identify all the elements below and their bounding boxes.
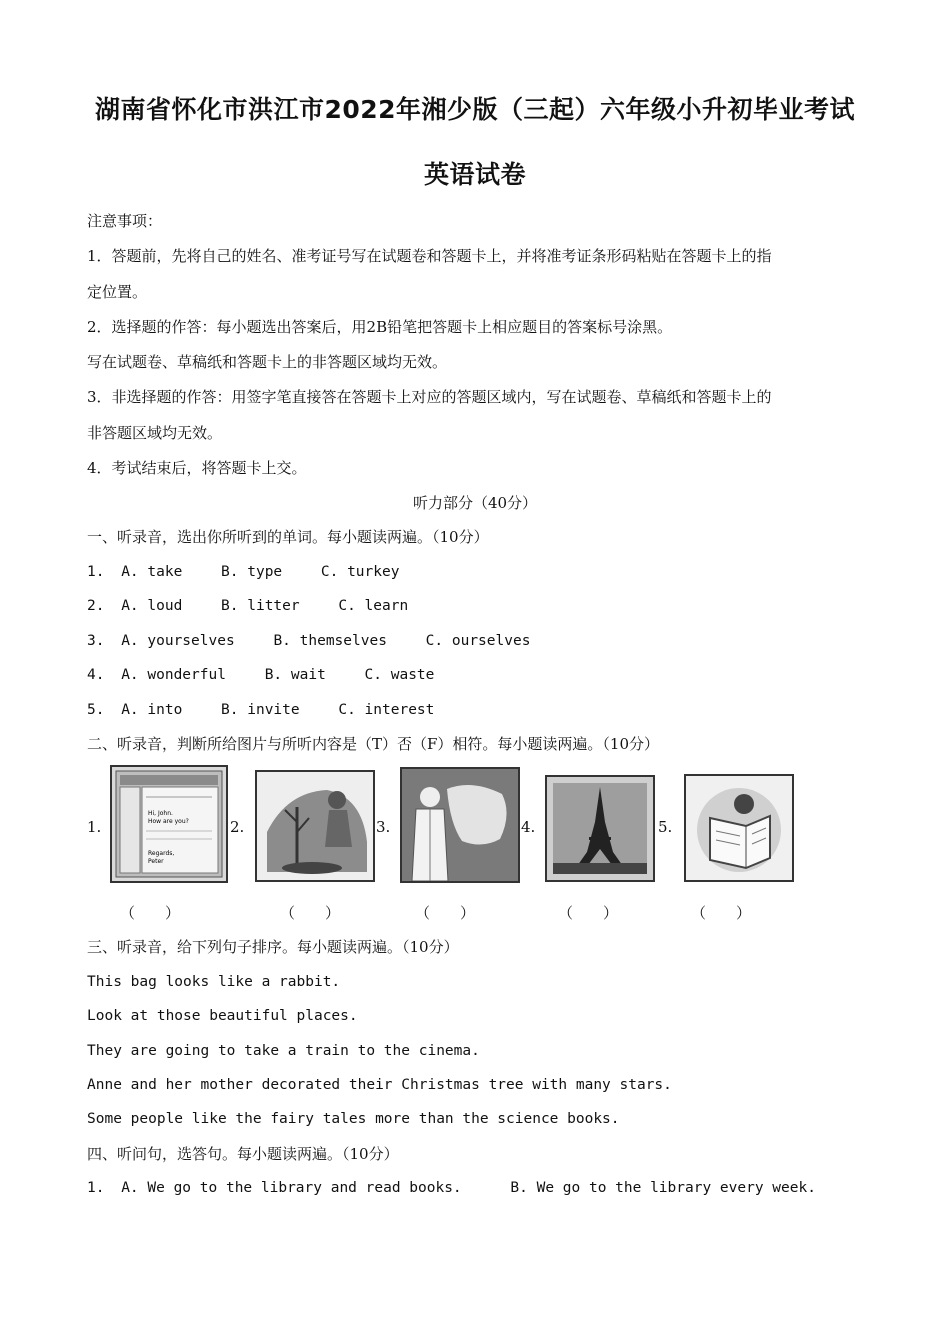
picture-5-reading-newspaper [684, 774, 794, 882]
option-b: B. wait [264, 667, 326, 683]
notes-heading: 注意事项： [87, 212, 163, 230]
option-b: B. themselves [273, 633, 387, 649]
picture-number-3: 3. [376, 818, 391, 836]
picture-number-4: 4. [521, 818, 536, 836]
section4-heading: 四、听问句，选答句。每小题读两遍。（10分） [87, 1145, 399, 1163]
question-number: 2. [87, 598, 105, 614]
newspaper-illustration [686, 776, 792, 880]
word-question-3 [87, 631, 530, 651]
question-number: 4. [87, 667, 105, 683]
option-c: C. waste [364, 667, 435, 683]
word-question-2 [87, 596, 408, 616]
question-number: 1. [87, 564, 105, 580]
section3-heading: 三、听录音，给下列句子排序。每小题读两遍。（10分） [87, 938, 459, 956]
note-2b: 写在试题卷、草稿纸和答题卡上的非答题区域均无效。 [87, 353, 448, 371]
option-c: C. interest [338, 702, 435, 718]
sentence-4: Anne and her mother decorated their Christmas tree with many stars. [87, 1077, 672, 1093]
answer-blank-1[interactable]: （ ） [120, 904, 181, 922]
question-number: 1. [87, 1180, 105, 1196]
option-a: A. wonderful [121, 667, 226, 683]
picture-4-eiffel-tower [545, 775, 655, 882]
option-a: A. yourselves [121, 633, 235, 649]
section1-heading: 一、听录音，选出你所听到的单词。每小题读两遍。（10分） [87, 528, 489, 546]
sentence-5: Some people like the fairy tales more than the science books. [87, 1111, 620, 1127]
note-1b: 定位置。 [87, 283, 148, 301]
answer-question-1 [87, 1178, 816, 1198]
sentence-3: They are going to take a train to the cinema. [87, 1043, 480, 1059]
option-a: A. We go to the library and read books. [121, 1180, 462, 1196]
picture-3-woman-map [400, 767, 520, 883]
option-c: C. learn [338, 598, 409, 614]
email-line-3: Regards, [148, 850, 175, 857]
option-c: C. turkey [320, 564, 400, 580]
question-number: 3. [87, 633, 105, 649]
title-line-2: 英语试卷 [423, 160, 526, 189]
word-question-1 [87, 562, 399, 582]
option-b: B. invite [221, 702, 300, 718]
computer-screen-illustration [112, 767, 226, 881]
note-3b: 非答题区域均无效。 [87, 424, 223, 442]
option-b: B. type [221, 564, 283, 580]
picture-number-1: 1. [87, 818, 102, 836]
note-1a: 1．答题前，先将自己的姓名、准考证号写在试题卷和答题卡上，并将准考证条形码粘贴在答题卡上的指 [87, 247, 772, 265]
email-line-2: How are you? [148, 818, 189, 825]
word-question-5 [87, 700, 434, 720]
answer-blank-2[interactable]: （ ） [280, 904, 341, 922]
answer-blank-4[interactable]: （ ） [558, 904, 619, 922]
option-b: B. litter [221, 598, 300, 614]
answer-blank-5[interactable]: （ ） [691, 904, 752, 922]
picture-1-computer-email [110, 765, 228, 883]
option-a: A. into [121, 702, 183, 718]
planting-illustration [257, 772, 373, 880]
sentence-2: Look at those beautiful places. [87, 1008, 358, 1024]
word-question-4 [87, 665, 434, 685]
title-line-1: 湖南省怀化市洪江市2022年湘少版（三起）六年级小升初毕业考试 [94, 95, 856, 124]
picture-number-2: 2. [230, 818, 245, 836]
option-c: C. ourselves [425, 633, 531, 649]
answer-blank-3[interactable]: （ ） [415, 904, 476, 922]
option-a: A. loud [121, 598, 183, 614]
question-number: 5. [87, 702, 105, 718]
picture-number-5: 5. [658, 818, 673, 836]
email-line-1: Hi, John. [148, 810, 173, 817]
option-b: B. We go to the library every week. [510, 1180, 816, 1196]
note-4: 4．考试结束后，将答题卡上交。 [87, 459, 307, 477]
eiffel-tower-illustration [547, 777, 653, 880]
note-2a: 2．选择题的作答：每小题选出答案后，用2B铅笔把答题卡上相应题目的答案标号涂黑。 [87, 318, 673, 336]
email-line-4: Peter [148, 858, 164, 865]
map-illustration [402, 769, 518, 881]
option-a: A. take [121, 564, 183, 580]
sentence-1: This bag looks like a rabbit. [87, 974, 341, 990]
listening-header: 听力部分（40分） [412, 494, 538, 512]
section2-heading: 二、听录音，判断所给图片与所听内容是（T）否（F）相符。每小题读两遍。（10分） [87, 735, 660, 753]
picture-2-planting-tree [255, 770, 375, 882]
note-3a: 3．非选择题的作答：用签字笔直接答在答题卡上对应的答题区域内，写在试题卷、草稿纸和答题卡上的 [87, 388, 772, 406]
